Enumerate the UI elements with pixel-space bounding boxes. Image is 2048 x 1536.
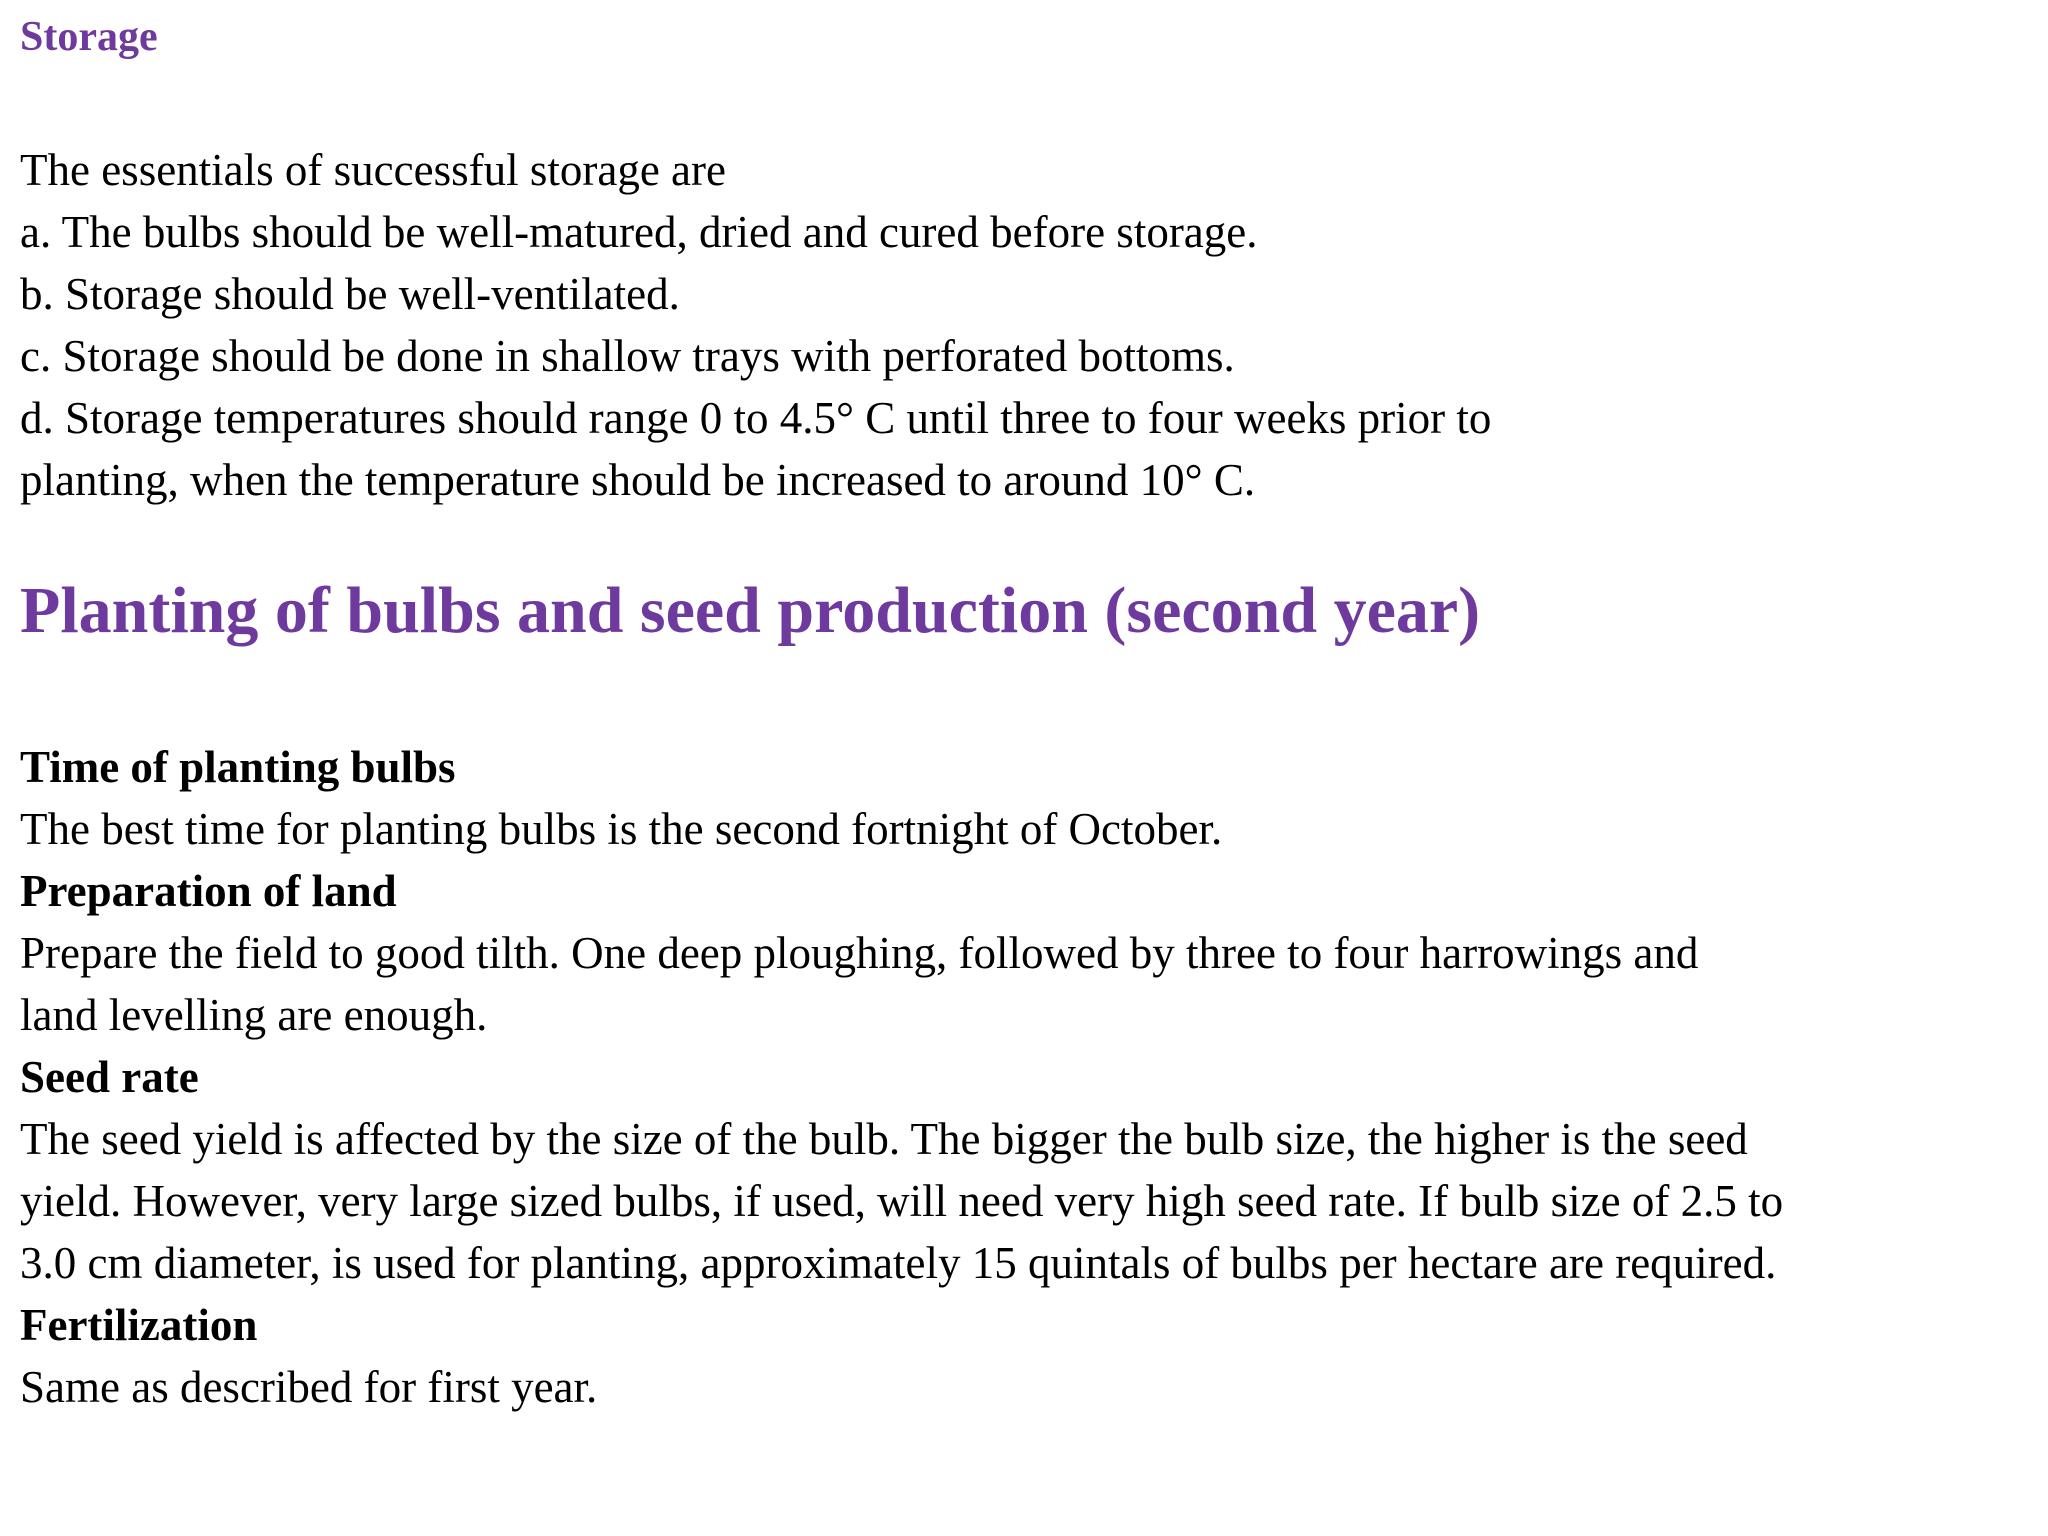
- fertilization-heading: Fertilization: [20, 1300, 258, 1350]
- seed-rate-text: The seed yield is affected by the size of the bulb. The bigger the bulb size, the higher is the seed: [20, 1114, 1748, 1164]
- time-of-planting-heading: Time of planting bulbs: [20, 742, 456, 792]
- storage-item-d-continued: planting, when the temperature should be increased to around 10° C.: [20, 455, 1256, 505]
- seed-rate-text: yield. However, very large sized bulbs, if used, will need very high seed rate. If bulb size of 2.5 to: [20, 1176, 1784, 1226]
- storage-intro: The essentials of successful storage are: [20, 145, 726, 195]
- planting-details: [20, 736, 1783, 1418]
- time-of-planting-text: The best time for planting bulbs is the second fortnight of October.: [20, 804, 1223, 854]
- fertilization-text: Same as described for first year.: [20, 1362, 598, 1412]
- storage-item-a: a. The bulbs should be well-matured, dried and cured before storage.: [20, 207, 1258, 257]
- section-heading: Planting of bulbs and seed production (second year): [20, 574, 1481, 647]
- storage-heading: Storage: [20, 14, 158, 60]
- preparation-of-land-text: land levelling are enough.: [20, 990, 488, 1040]
- preparation-of-land-heading: Preparation of land: [20, 866, 397, 916]
- storage-item-b: b. Storage should be well-ventilated.: [20, 269, 680, 319]
- storage-item-c: c. Storage should be done in shallow trays with perforated bottoms.: [20, 331, 1235, 381]
- seed-rate-heading: Seed rate: [20, 1052, 199, 1102]
- storage-item-d: d. Storage temperatures should range 0 to 4.5° C until three to four weeks prior to: [20, 393, 1492, 443]
- seed-rate-text: 3.0 cm diameter, is used for planting, approximately 15 quintals of bulbs per hectare are required.: [20, 1238, 1777, 1288]
- storage-text: [20, 139, 1491, 511]
- preparation-of-land-text: Prepare the field to good tilth. One deep ploughing, followed by three to four harrowings and: [20, 928, 1699, 978]
